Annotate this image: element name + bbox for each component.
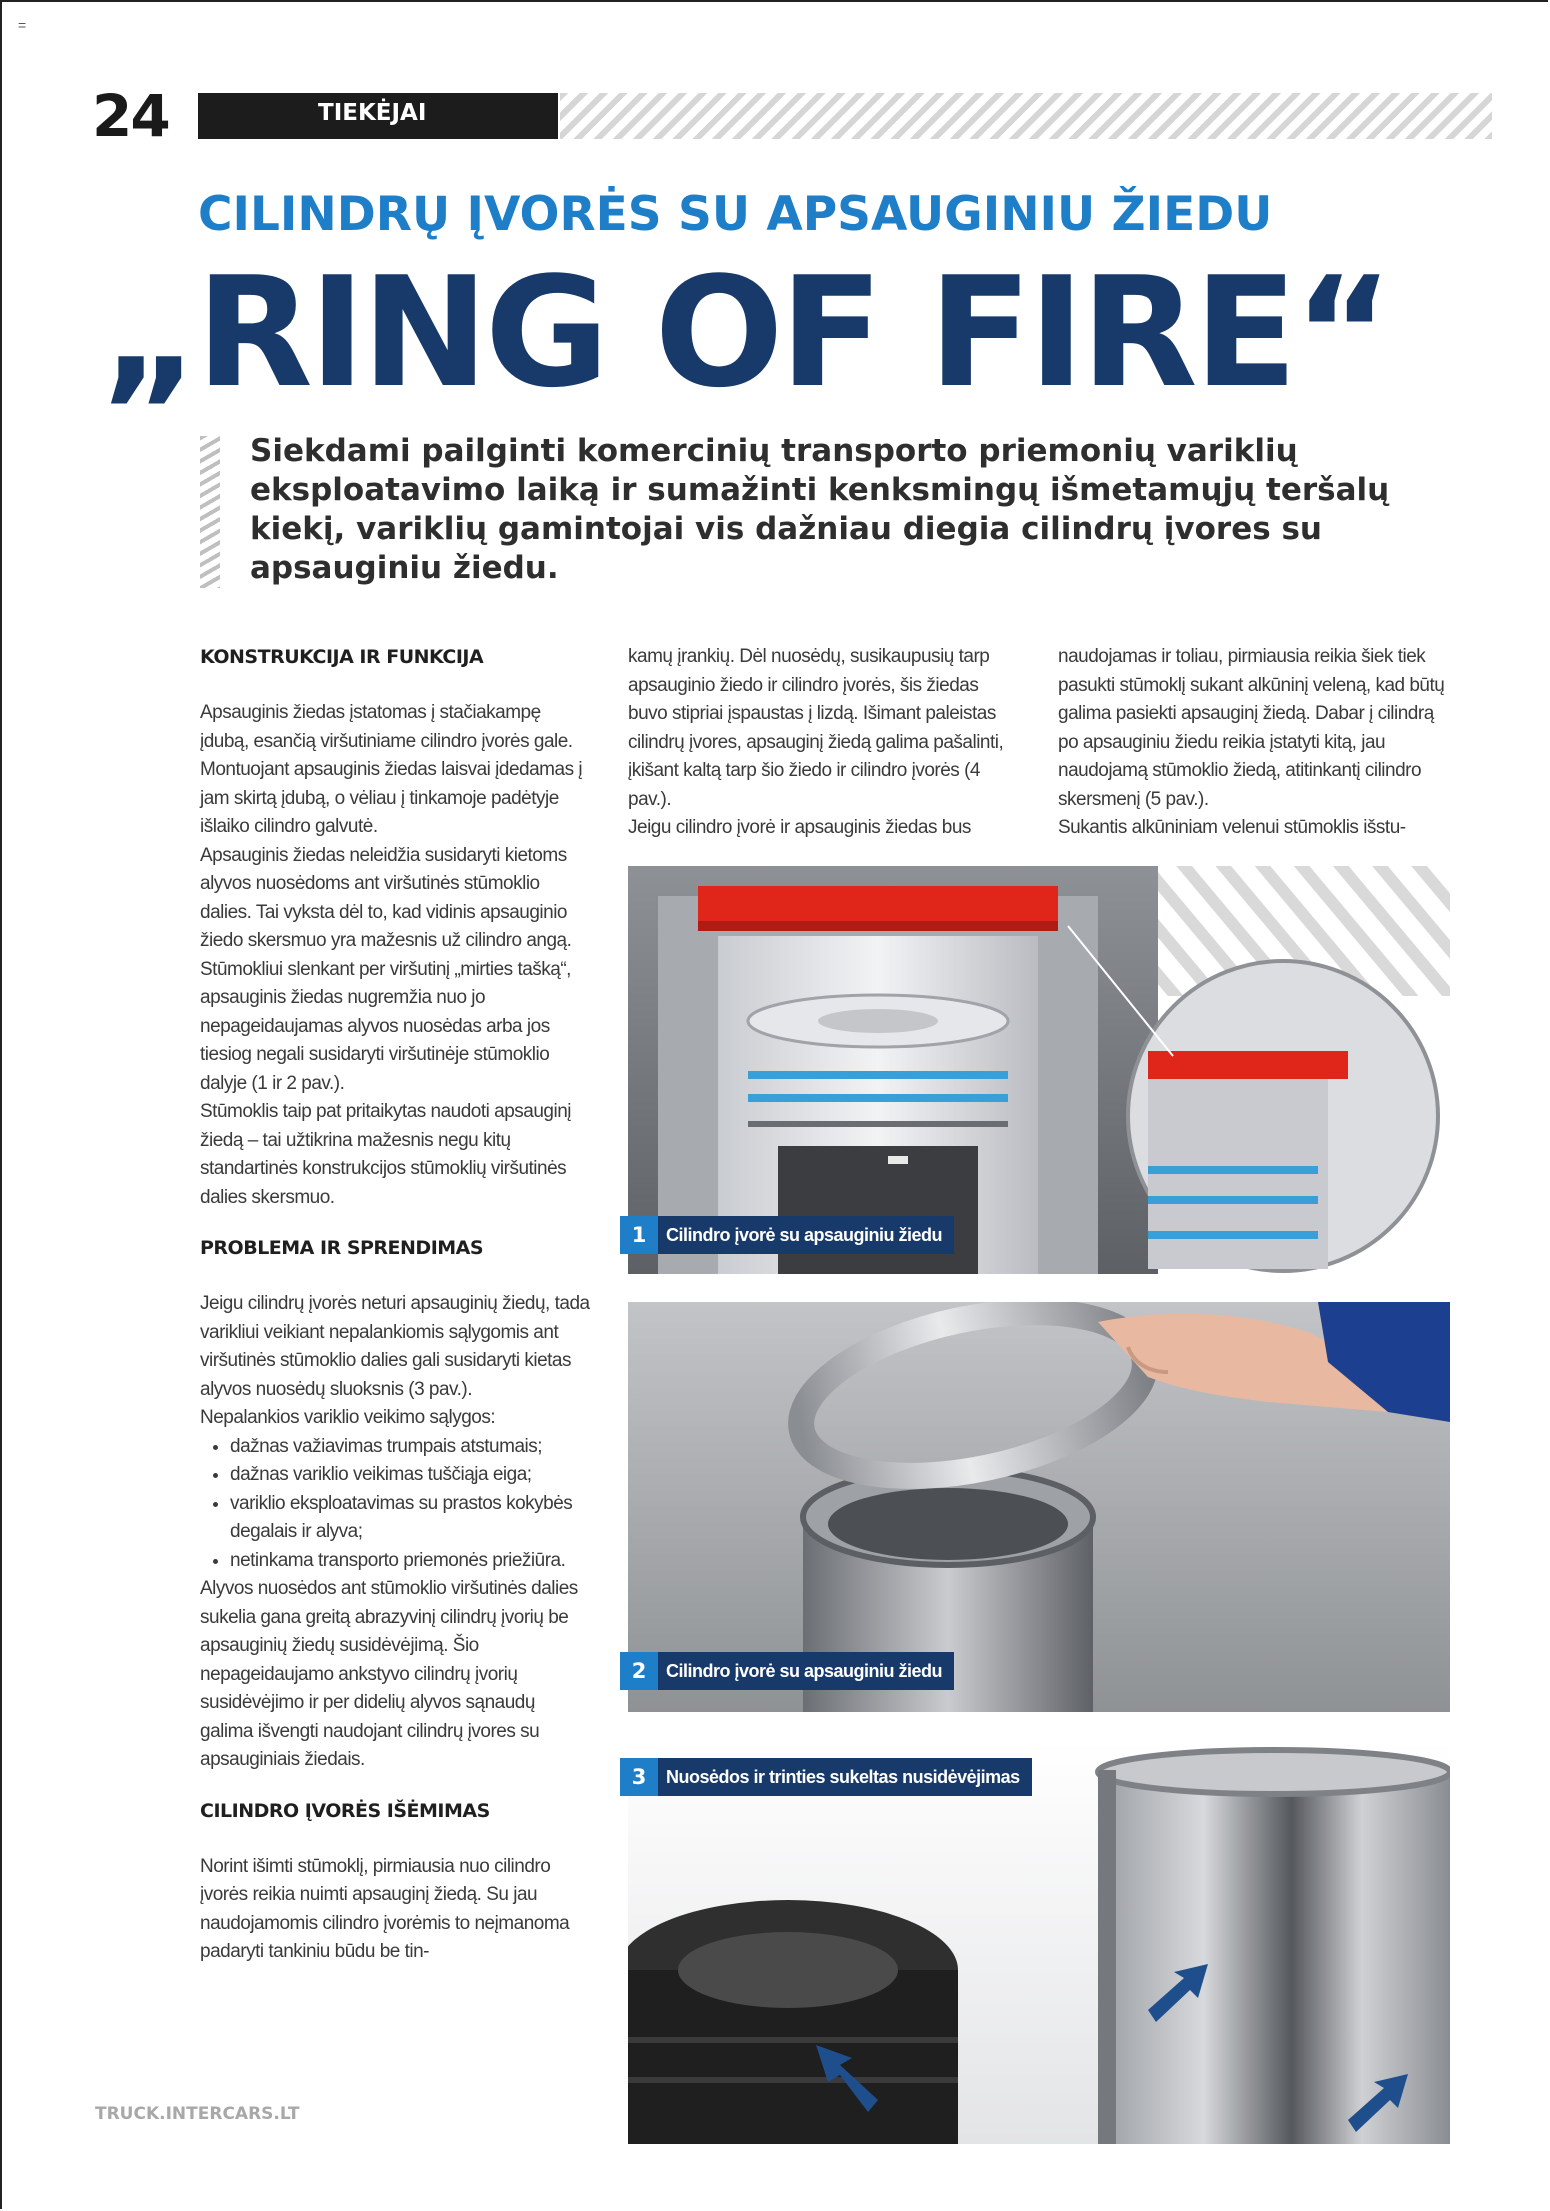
figure-number: 2 (620, 1652, 658, 1690)
section-heading: KONSTRUKCIJA IR FUNKCIJA (200, 646, 484, 668)
page-number: 24 (92, 82, 169, 150)
figure-3-photo (628, 1740, 1450, 2144)
deposit-wear-photo-graphic (628, 1740, 1450, 2144)
conditions-list (200, 1433, 592, 1576)
paragraph: Sukantis alkūniniam velenui stūmoklis išstu- (1058, 817, 1406, 838)
title-main: RING OF FIRE (195, 244, 1294, 421)
paragraph: Apsauginis žiedas įstatomas į stačiakampę įdubą, esančią viršutiniame cilindro įvorės gale. Montuojant apsauginis žiedas laisvai įdedamas į jam skirtą įdubą, o vėliau į tinkamoje padėtyje išlaiko cilindro galvutė. (200, 702, 583, 837)
list-item: • dažnas važiavimas trumpais atstumais; (230, 1433, 592, 1462)
paragraph: Alyvos nuosėdos ant stūmoklio viršutinės dalies sukelia gana greitą abrazyvinį cilindrų įvorių be apsauginių žiedų susidėvėjimą. Šio nepageidaujamo ankstyvo cilindrų įvorių susidėvėjimo ir per didelių alyvos sąnaudų galima išvengti naudojant cilindrų įvores su apsauginiais žiedais. (200, 1578, 578, 1770)
paragraph: naudojamas ir toliau, pirmiausia reikia šiek tiek pasukti stūmoklį sukant alkūninį veleną, kad būtų galima pasiekti apsauginį žiedą. Dabar į cilindrą po apsauginiu žiedu reikia įstatyti kitą, jau naudojamą stūmoklio žiedą, atitinkantį cilindro skersmenį (5 pav.). (1058, 646, 1445, 810)
list-item: • dažnas variklio veikimas tuščiąja eiga; (230, 1461, 592, 1490)
list-item: • variklio eksploatavimas su prastos kokybės degalais ir alyva; (230, 1490, 592, 1547)
figure-1-cutaway-illustration (628, 866, 1450, 1274)
text-column-2 (628, 643, 1020, 843)
title-close-quote: “ (1293, 244, 1390, 421)
figure-caption-text: Cilindro įvorė su apsauginiu žiedu (658, 1216, 954, 1254)
lead-hatch-decoration (200, 436, 220, 588)
article-title (100, 244, 1530, 421)
paragraph: Apsauginis žiedas neleidžia susidaryti kietoms alyvos nuosėdoms ant viršutinės stūmoklio dalies. Tai vyksta dėl to, kad vidinis apsauginio žiedo skersmuo yra mažesnis už cilindro angą. Stūmokliui slenkant per viršutinį „mirties tašką“, apsauginis žiedas nugremžia nuo jo nepageidaujamas alyvos nuosėdas arba jos tiesiog negali susidaryti viršutinėje stūmoklio dalyje (1 ir 2 pav.). (200, 844, 572, 1094)
article-subtitle: CILINDRŲ ĮVORĖS SU APSAUGINIU ŽIEDU (198, 187, 1273, 242)
figure-1-caption (620, 1216, 954, 1254)
figure-2-photo (628, 1302, 1450, 1712)
paragraph: kamų įrankių. Dėl nuosėdų, susikaupusių tarp apsauginio žiedo ir cilindro įvorės, šis žiedas buvo stipriai įspaustas į lizdą. Išimant paleistas cilindrų įvores, apsauginį žiedą galima pašalinti, įkišant kaltą tarp šio žiedo ir cilindro įvorės (4 pav.). (628, 646, 1004, 810)
paragraph: Jeigu cilindrų įvorės neturi apsauginių žiedų, tada varikliui veikiant nepalankiomis sąlygomis ant viršutinės stūmoklio dalies gali susidaryti kietas alyvos nuosėdų sluoksnis (3 pav.). (200, 1293, 590, 1400)
footer-url: TRUCK.INTERCARS.LT (95, 2104, 300, 2124)
header-hatch-decoration (560, 93, 1492, 139)
figure-2-caption (620, 1652, 954, 1690)
corner-mark: = (18, 17, 27, 33)
text-column-1 (200, 643, 592, 1967)
section-heading: PROBLEMA IR SPRENDIMAS (200, 1237, 484, 1259)
text-column-3 (1058, 643, 1450, 843)
article-lead: Siekdami pailginti komercinių transporto priemonių variklių eksploatavimo laiką ir sumažinti kenksmingų išmetamųjų teršalų kiekį, variklių gamintojai vis dažniau diegia cilindrų įvores su apsauginiu žiedu. (250, 433, 1390, 586)
paragraph: Jeigu cilindro įvorė ir apsauginis žiedas bus (628, 817, 971, 838)
figure-number: 3 (620, 1758, 658, 1796)
figure-caption-text: Cilindro įvorė su apsauginiu žiedu (658, 1652, 954, 1690)
figure-3-caption (620, 1758, 1032, 1796)
paragraph: Nepalankios variklio veikimo sąlygos: (200, 1407, 496, 1428)
ring-removal-photo-graphic (628, 1302, 1450, 1712)
figure-number: 1 (620, 1216, 658, 1254)
cylinder-cutaway-graphic (628, 866, 1450, 1274)
section-heading: CILINDRO ĮVORĖS IŠĖMIMAS (200, 1799, 490, 1822)
figure-caption-text: Nuosėdos ir trinties sukeltas nusidėvėjimas (658, 1758, 1032, 1796)
list-item: • netinkama transporto priemonės priežiūra. (230, 1547, 592, 1576)
section-label: TIEKĖJAI (318, 100, 427, 126)
paragraph: Stūmoklis taip pat pritaikytas naudoti apsauginį žiedą – tai užtikrina mažesnis negu kitų standartinės konstrukcijos stūmoklių viršutinės dalies skersmuo. (200, 1101, 572, 1208)
title-open-quote: „ (100, 244, 196, 421)
paragraph: Norint išimti stūmoklį, pirmiausia nuo cilindro įvorės reikia nuimti apsauginį žiedą. Su jau naudojamomis cilindro įvorėmis to neįmanoma padaryti tankiniu būdu be tin- (200, 1855, 570, 1962)
